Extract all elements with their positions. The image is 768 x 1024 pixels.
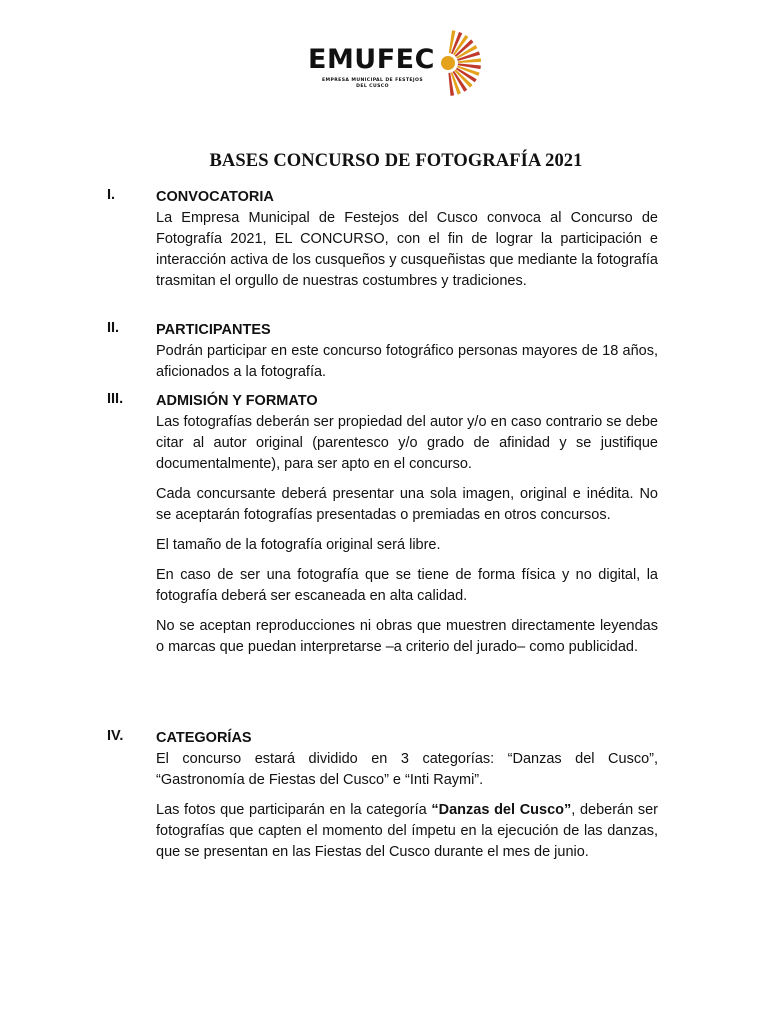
paragraph-text: Las fotos que participarán en la categoría <box>156 802 432 818</box>
section-number: II. <box>107 320 120 336</box>
logo-subtitle-line2: DEL CUSCO <box>356 84 389 89</box>
category-name-bold: “Danzas del Cusco” <box>431 802 572 818</box>
section-number: IV. <box>107 728 124 744</box>
paragraph-text: , deberán ser fotografías que capten el momento del ímpetu en la ejecución de las danzas, que se presentan en las Fiestas del Cusco durante el mes de junio. <box>156 802 659 860</box>
section-paragraph: Cada concursante deberá presentar una sola imagen, original e inédita. No se aceptarán fotografías presentadas o premiadas en otros concursos. <box>156 486 658 523</box>
section-heading: CATEGORÍAS <box>156 730 252 746</box>
section-paragraph: La Empresa Municipal de Festejos del Cusco convoca al Concurso de Fotografía 2021, EL CONCURSO, con el fin de lograr la participación e interacción activa de los cusqueños y cusqueñistas que mediante la fotografía trasmitan el orgullo de nuestras costumbres y tradiciones. <box>156 210 658 289</box>
section-participantes <box>107 320 658 383</box>
section-number: I. <box>107 187 116 203</box>
logo-wordmark: EMUFEC <box>308 44 435 75</box>
section-heading: PARTICIPANTES <box>156 322 271 338</box>
section-convocatoria <box>107 187 658 292</box>
section-paragraph-danzas <box>156 800 658 863</box>
section-categorias <box>107 728 658 863</box>
section-paragraph: El concurso estará dividido en 3 categorías: “Danzas del Cusco”, “Gastronomía de Fiestas del Cusco” e “Inti Raymi”. <box>156 751 658 788</box>
section-paragraph: El tamaño de la fotografía original será libre. <box>156 537 441 553</box>
section-paragraph: Podrán participar en este concurso fotográfico personas mayores de 18 años, aficionados a la fotografía. <box>156 343 658 380</box>
section-paragraph: En caso de ser una fotografía que se tiene de forma física y no digital, la fotografía deberá ser escaneada en alta calidad. <box>156 567 658 604</box>
logo-subtitle <box>310 78 435 90</box>
emufec-logo <box>306 26 482 100</box>
section-heading: ADMISIÓN Y FORMATO <box>156 393 318 409</box>
section-number: III. <box>107 391 124 407</box>
logo-subtitle-line1: EMPRESA MUNICIPAL DE FESTEJOS <box>321 78 424 83</box>
section-paragraph: Las fotografías deberán ser propiedad del autor y/o en caso contrario se debe citar al autor original (parentesco y/o grado de afinidad y se justifique documentalmente), para ser apto en el concurso. <box>156 414 658 472</box>
section-paragraph: No se aceptan reproducciones ni obras que muestren directamente leyendas o marcas que puedan interpretarse –a criterio del jurado– como publicidad. <box>156 618 658 655</box>
document-title: BASES CONCURSO DE FOTOGRAFÍA 2021 <box>209 151 583 171</box>
sun-icon <box>424 28 484 98</box>
section-heading: CONVOCATORIA <box>156 189 274 205</box>
section-admision-formato <box>107 391 658 658</box>
